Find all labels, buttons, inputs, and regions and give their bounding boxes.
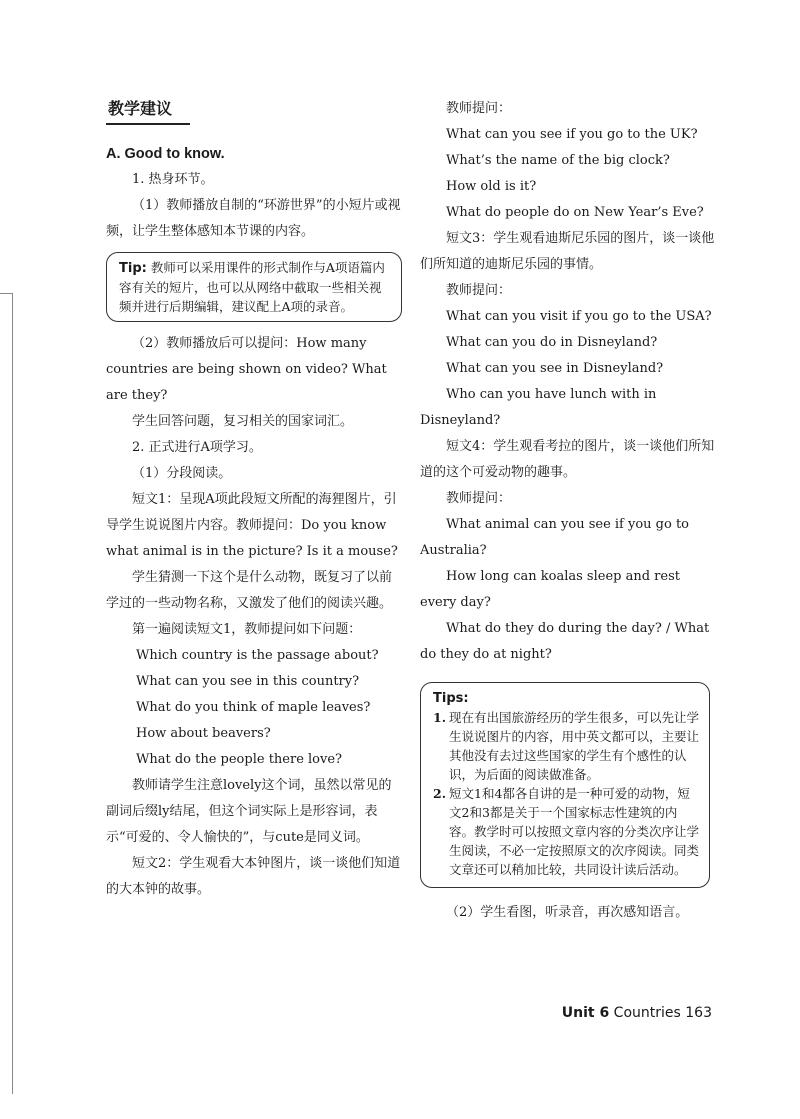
para-formal-study: 2. 正式进行A项学习。 [132, 440, 262, 455]
footer-unit: Unit 6 [561, 1005, 610, 1021]
teacher-asks-label: 教师提问： [446, 491, 512, 506]
tips-item [433, 784, 699, 879]
para-ask-after-video: （2）教师播放后可以提问：How many countries are being shown on video? What are they? [106, 336, 387, 403]
para-warmup: 1. 热身环节。 [132, 172, 214, 187]
tips-item-text: 短文1和4都各自讲的是一种可爱的动物，短文2和3都是关于一个国家标志性建筑的内容。教学时可以按照文章内容的分类次序让学生阅读，不必一定按照原文的次序阅读。同类文章还可以稍加比较，共同设计读后活动。 [449, 786, 700, 877]
para-first-read: 第一遍阅读短文1，教师提问如下问题： [132, 622, 362, 637]
question-item: How about beavers? [136, 726, 271, 741]
question-item: How old is it? [446, 179, 537, 194]
para-video: （1）教师播放自制的“环游世界”的小短片或视频，让学生整体感知本节课的内容。 [106, 198, 401, 239]
page-footer [562, 1005, 712, 1021]
question-item: Who can you have lunch with in Disneyland? [420, 387, 657, 428]
question-item: What do they do during the day? / What do they do at night? [420, 621, 710, 662]
para-passage-3: 短文3：学生观看迪斯尼乐园的图片，谈一谈他们所知道的迪斯尼乐园的事情。 [420, 231, 715, 272]
tips-item [433, 708, 699, 784]
para-guess: 学生猜测一下这个是什么动物，既复习了以前学过的一些动物名称，又激发了他们的阅读兴趣。 [106, 570, 393, 611]
tips-item-number: 1. [433, 710, 447, 725]
para-section-reading: （1）分段阅读。 [132, 466, 232, 481]
tip-box [106, 252, 402, 322]
para-passage-1: 短文1：呈现A项此段短文所配的海狸图片，引导学生说说图片内容。教师提问：Do you know what animal is in the picture? Is it a mouse? [106, 492, 398, 559]
para-answer: 学生回答问题，复习相关的国家词汇。 [132, 414, 354, 429]
question-item: What do you think of maple leaves? [136, 700, 371, 715]
margin-rule [0, 293, 13, 1094]
section-title: 教学建议 [106, 98, 190, 125]
tips-item-number: 2. [433, 786, 447, 801]
tips-item-text: 现在有出国旅游经历的学生很多，可以先让学生说说图片的内容，用中英文都可以，主要让其他没有去过这些国家的学生有个感性的认识，为后面的阅读做准备。 [449, 710, 700, 782]
tip-text: 教师可以采用课件的形式制作与A项语篇内容有关的短片，也可以从网络中截取一些相关视频并进行后期编辑，建议配上A项的录音。 [119, 260, 385, 314]
question-item: What do people do on New Year’s Eve? [446, 205, 704, 220]
tips-label: Tips: [433, 691, 469, 706]
question-item: What animal can you see if you go to Australia? [420, 517, 690, 558]
right-column [420, 96, 716, 926]
tip-label: Tip: [119, 261, 147, 276]
para-passage-4: 短文4：学生观看考拉的图片，谈一谈他们所知道的这个可爱动物的趣事。 [420, 439, 715, 480]
question-item: What can you do in Disneyland? [446, 335, 658, 350]
subhead-good-to-know: A. Good to know. [106, 146, 225, 162]
question-item: What do the people there love? [136, 752, 343, 767]
page-number: 163 [685, 1005, 712, 1021]
question-item: What can you see in this country? [136, 674, 360, 689]
question-item: What can you see in Disneyland? [446, 361, 664, 376]
tips-box [420, 682, 710, 888]
teacher-asks-label: 教师提问： [446, 101, 512, 116]
para-passage-2: 短文2：学生观看大本钟图片，谈一谈他们知道的大本钟的故事。 [106, 856, 401, 897]
teacher-asks-label: 教师提问： [446, 283, 512, 298]
para-listen-again: （2）学生看图，听录音，再次感知语言。 [446, 905, 689, 920]
question-item: Which country is the passage about? [136, 648, 379, 663]
question-item: How long can koalas sleep and rest every day? [420, 569, 680, 610]
question-item: What can you visit if you go to the USA? [446, 309, 712, 324]
question-item: What can you see if you go to the UK? [446, 127, 698, 142]
footer-unit-name: Countries [613, 1005, 681, 1021]
question-item: What’s the name of the big clock? [446, 153, 670, 168]
para-lovely: 教师请学生注意lovely这个词，虽然以常见的副词后缀ly结尾，但这个词实际上是形容词，表示“可爱的、令人愉快的”，与cute是同义词。 [106, 778, 392, 845]
left-column [106, 98, 402, 903]
